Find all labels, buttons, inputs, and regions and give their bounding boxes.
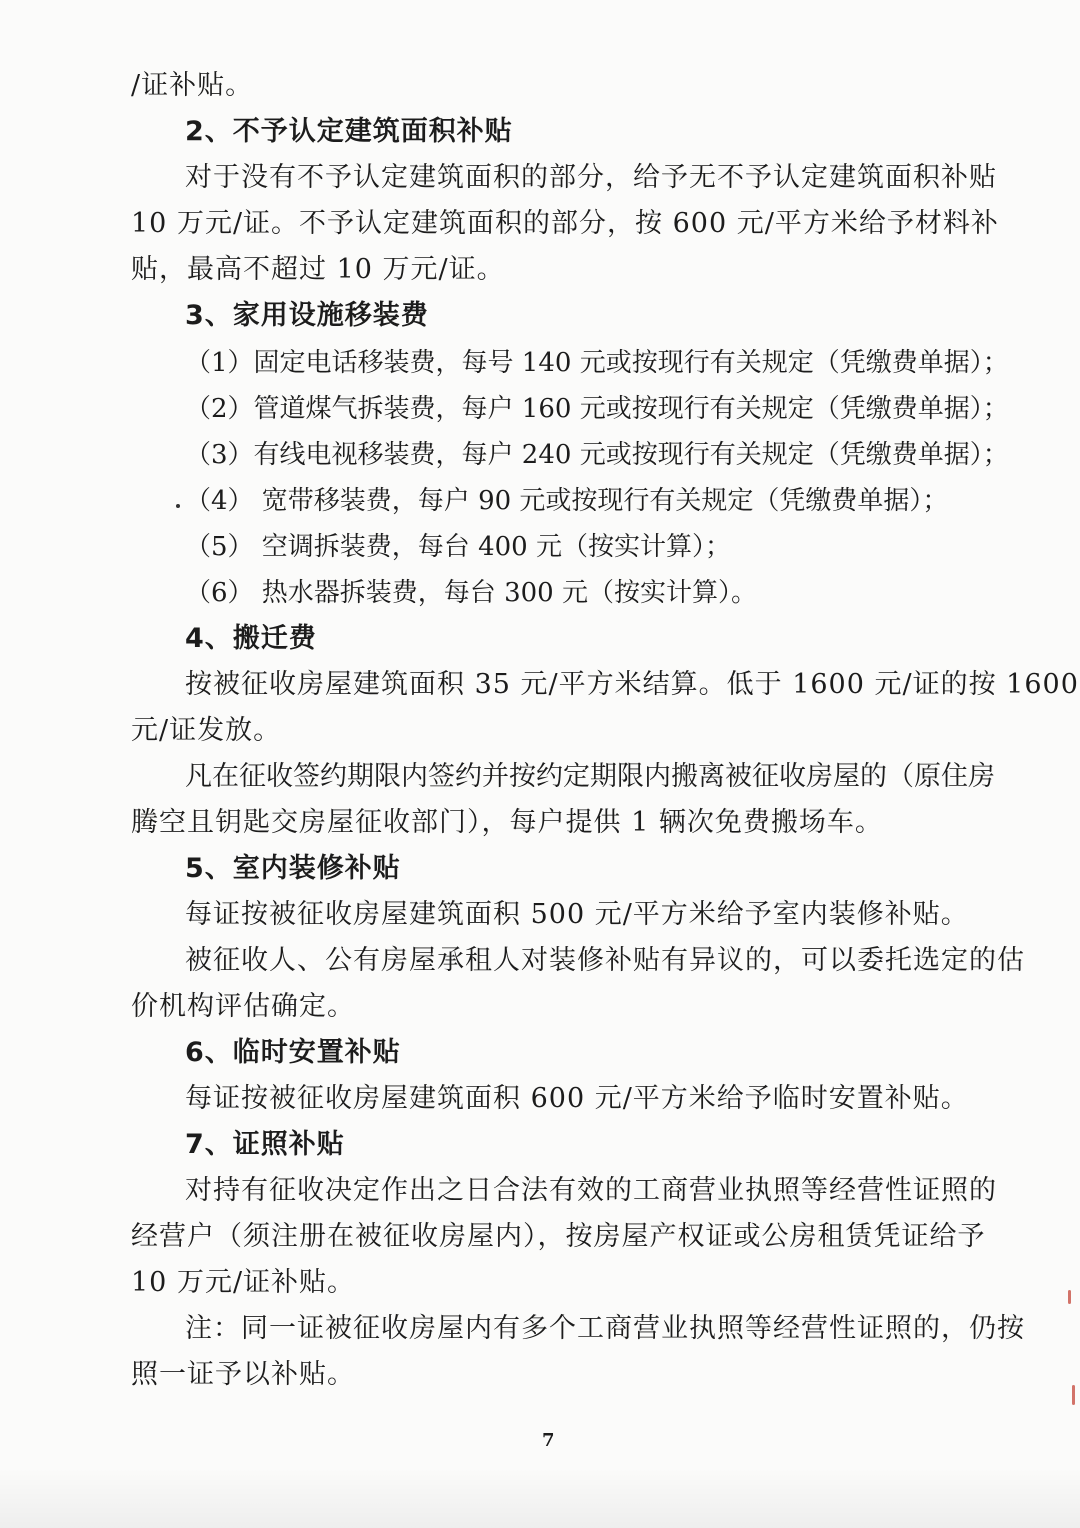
text-line: 按被征收房屋建筑面积 35 元/平方米结算。低于 1600 元/证的按 1600 [185, 669, 1079, 700]
list-item: （6） 热水器拆装费，每台 300 元（按实计算）。 [185, 578, 757, 608]
text-line: 价机构评估确定。 [131, 991, 355, 1022]
page-number: 7 [542, 1430, 555, 1451]
list-item: （5） 空调拆装费，每台 400 元（按实计算）； [185, 532, 731, 562]
section-heading: 2、不予认定建筑面积补贴 [185, 116, 513, 147]
stray-dot [176, 504, 180, 508]
list-item: （3）有线电视移装费，每户 240 元或按现行有关规定（凭缴费单据）； [185, 440, 1009, 470]
list-item: （1）固定电话移装费，每号 140 元或按现行有关规定（凭缴费单据）； [185, 348, 1009, 378]
section-heading: 6、临时安置补贴 [185, 1037, 401, 1068]
text-line: 照一证予以补贴。 [131, 1359, 355, 1390]
text-line: 对持有征收决定作出之日合法有效的工商营业执照等经营性证照的 [185, 1175, 997, 1206]
text-line: 10 万元/证补贴。 [131, 1267, 356, 1298]
red-mark [1072, 1385, 1075, 1405]
text-line: 每证按被征收房屋建筑面积 600 元/平方米给予临时安置补贴。 [185, 1083, 969, 1114]
red-mark [1068, 1290, 1071, 1304]
text-line: 每证按被征收房屋建筑面积 500 元/平方米给予室内装修补贴。 [185, 899, 969, 930]
section-heading: 3、家用设施移装费 [185, 300, 429, 331]
section-heading: 7、证照补贴 [185, 1129, 345, 1160]
text-line: 对于没有不予认定建筑面积的部分，给予无不予认定建筑面积补贴 [185, 162, 997, 193]
text-line: 腾空且钥匙交房屋征收部门），每户提供 1 辆次免费搬场车。 [131, 807, 883, 838]
section-heading: 4、搬迁费 [185, 623, 317, 654]
text-line: 贴，最高不超过 10 万元/证。 [131, 254, 505, 285]
text-line: 注：同一证被征收房屋内有多个工商营业执照等经营性证照的，仍按 [185, 1313, 1025, 1344]
text-line: 被征收人、公有房屋承租人对装修补贴有异议的，可以委托选定的估 [185, 945, 1025, 976]
scan-shadow [0, 1468, 1080, 1528]
text-line: 经营户（须注册在被征收房屋内），按房屋产权证或公房租赁凭证给予 [131, 1221, 986, 1252]
section-heading: 5、室内装修补贴 [185, 853, 401, 884]
list-item: （2）管道煤气拆装费，每户 160 元或按现行有关规定（凭缴费单据）； [185, 394, 1009, 424]
text-line: 元/证发放。 [131, 715, 282, 746]
text-line: 凡在征收签约期限内签约并按约定期限内搬离被征收房屋的（原住房 [185, 761, 995, 792]
text-line: /证补贴。 [131, 70, 254, 101]
list-item: （4） 宽带移装费，每户 90 元或按现行有关规定（凭缴费单据）； [185, 486, 949, 516]
text-line: 10 万元/证。不予认定建筑面积的部分，按 600 元/平方米给予材料补 [131, 208, 999, 239]
